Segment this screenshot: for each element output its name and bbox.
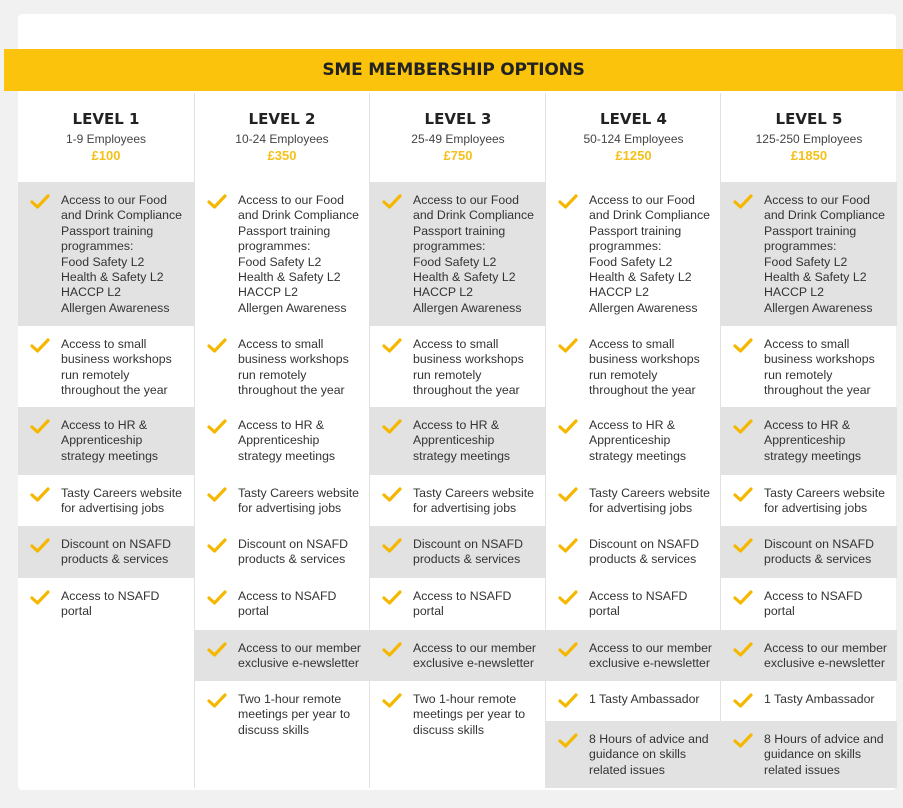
checkmark-icon (207, 194, 227, 210)
feature-line: throughout the year (764, 383, 871, 398)
feature-line: run remotely (413, 367, 482, 382)
checkmark-icon (382, 194, 402, 210)
feature-row (546, 475, 721, 526)
feature-row (18, 578, 194, 630)
level-price: £350 (267, 148, 297, 163)
feature-line: Apprenticeship (238, 433, 320, 448)
feature-line: run remotely (589, 367, 658, 382)
feature-row (546, 407, 721, 475)
feature-line: Access to our member (238, 641, 362, 655)
feature-line: and Drink Compliance (61, 208, 182, 223)
feature-text (589, 589, 717, 620)
level-column-5 (721, 93, 897, 777)
feature-line: Tasty Careers website (589, 486, 710, 500)
feature-line: products & services (238, 552, 346, 567)
feature-line: products & services (764, 552, 872, 567)
feature-text (764, 641, 892, 672)
feature-line: Access to small (238, 337, 324, 351)
feature-line: Access to small (61, 337, 147, 351)
feature-row (18, 326, 194, 407)
feature-line: Apprenticeship (413, 433, 495, 448)
feature-text (589, 486, 717, 517)
employee-range: 1-9 Employees (65, 132, 147, 146)
feature-line: Discount on NSAFD (61, 537, 172, 551)
feature-row (370, 630, 546, 681)
feature-line: Health & Safety L2 (764, 270, 867, 285)
checkmark-icon (30, 194, 50, 210)
feature-row (370, 407, 546, 475)
checkmark-icon (382, 419, 402, 435)
feature-line: for advertising jobs (764, 501, 868, 516)
feature-text (413, 589, 541, 620)
feature-line: HACCP L2 (589, 285, 649, 300)
feature-line: for advertising jobs (238, 501, 342, 516)
feature-line: Access to HR & (61, 418, 148, 432)
checkmark-icon (382, 538, 402, 554)
column-divider (194, 93, 195, 788)
feature-line: programmes: (764, 239, 837, 254)
feature-line: Access to HR & (589, 418, 676, 432)
level-column-1 (18, 93, 194, 619)
page-title: SME MEMBERSHIP OPTIONS (322, 60, 585, 80)
feature-line: discuss skills (413, 722, 485, 737)
feature-text (413, 418, 541, 464)
feature-line: for advertising jobs (589, 501, 693, 516)
feature-text (764, 193, 892, 316)
checkmark-icon (733, 733, 753, 749)
level-header (195, 93, 369, 182)
feature-row (195, 578, 369, 630)
feature-text (61, 537, 189, 568)
feature-row (721, 475, 897, 526)
level-price: £1850 (790, 148, 828, 163)
checkmark-icon (30, 419, 50, 435)
feature-line: Food Safety L2 (764, 254, 848, 269)
level-price: £750 (443, 148, 473, 163)
feature-line: 8 Hours of advice and (589, 732, 709, 746)
checkmark-icon (558, 590, 578, 606)
feature-row (721, 326, 897, 407)
feature-line: Access to NSAFD (413, 589, 512, 603)
feature-line: business workshops (61, 352, 172, 367)
checkmark-icon (558, 733, 578, 749)
feature-text (589, 193, 717, 316)
feature-line: programmes: (238, 239, 311, 254)
checkmark-icon (382, 642, 402, 658)
level-column-2 (195, 93, 369, 737)
feature-row (546, 721, 721, 788)
feature-row (195, 407, 369, 475)
feature-line: exclusive e-newsletter (238, 656, 359, 671)
level-column-3 (370, 93, 546, 737)
feature-line: Discount on NSAFD (764, 537, 875, 551)
feature-line: business workshops (764, 352, 875, 367)
feature-line: guidance on skills (764, 747, 862, 762)
feature-line: Access to small (413, 337, 499, 351)
feature-line: Apprenticeship (764, 433, 846, 448)
feature-row (721, 526, 897, 578)
feature-line: portal (238, 604, 269, 619)
checkmark-icon (733, 338, 753, 354)
feature-row (546, 326, 721, 407)
feature-line: Access to our Food (764, 193, 870, 207)
feature-line: Access to NSAFD (589, 589, 688, 603)
checkmark-icon (558, 419, 578, 435)
feature-line: portal (61, 604, 92, 619)
feature-line: Passport training (764, 223, 857, 238)
level-column-4 (546, 93, 721, 777)
feature-row (721, 182, 897, 326)
feature-text (413, 193, 541, 316)
feature-line: Passport training (589, 223, 682, 238)
feature-text (238, 589, 366, 620)
feature-line: for advertising jobs (413, 501, 517, 516)
feature-line: products & services (589, 552, 697, 567)
level-price: £100 (91, 148, 121, 163)
feature-row (546, 526, 721, 578)
feature-text (589, 537, 717, 568)
feature-row (195, 526, 369, 578)
feature-text (61, 193, 189, 316)
level-name: LEVEL 3 (424, 110, 492, 128)
feature-row (18, 475, 194, 526)
feature-text (413, 692, 541, 738)
feature-line: throughout the year (61, 383, 168, 398)
feature-text (413, 537, 541, 568)
checkmark-icon (207, 338, 227, 354)
feature-line: business workshops (589, 352, 700, 367)
feature-line: Access to NSAFD (238, 589, 337, 603)
feature-line: discuss skills (238, 722, 310, 737)
feature-line: exclusive e-newsletter (764, 656, 885, 671)
feature-line: Health & Safety L2 (238, 270, 341, 285)
feature-row (721, 630, 897, 681)
checkmark-icon (558, 487, 578, 503)
feature-line: business workshops (413, 352, 524, 367)
checkmark-icon (207, 642, 227, 658)
feature-line: strategy meetings (238, 448, 336, 463)
feature-line: Access to HR & (764, 418, 851, 432)
feature-text (238, 641, 366, 672)
feature-row (195, 182, 369, 326)
level-name: LEVEL 5 (775, 110, 843, 128)
feature-row (546, 578, 721, 630)
feature-row (195, 681, 369, 788)
checkmark-icon (382, 487, 402, 503)
feature-line: related issues (589, 762, 665, 777)
feature-row (370, 681, 546, 788)
feature-line: Access to HR & (238, 418, 325, 432)
feature-line: Passport training (413, 223, 506, 238)
feature-line: Access to HR & (413, 418, 500, 432)
feature-row (546, 681, 721, 721)
feature-line: Allergen Awareness (589, 300, 698, 315)
feature-line: exclusive e-newsletter (413, 656, 534, 671)
feature-line: Tasty Careers website (61, 486, 182, 500)
feature-line: 8 Hours of advice and (764, 732, 884, 746)
title-banner (4, 49, 903, 91)
feature-line: strategy meetings (413, 448, 511, 463)
checkmark-icon (733, 693, 753, 709)
feature-line: HACCP L2 (61, 285, 121, 300)
feature-row (721, 407, 897, 475)
feature-line: Food Safety L2 (61, 254, 145, 269)
feature-text (61, 418, 189, 464)
feature-line: run remotely (61, 367, 130, 382)
feature-line: Discount on NSAFD (413, 537, 524, 551)
checkmark-icon (733, 194, 753, 210)
level-name: LEVEL 2 (248, 110, 316, 128)
employee-range: 125-250 Employees (755, 132, 863, 146)
feature-row (546, 630, 721, 681)
feature-line: products & services (61, 552, 169, 567)
feature-row (721, 681, 897, 721)
feature-line: products & services (413, 552, 521, 567)
feature-row (18, 182, 194, 326)
feature-line: Allergen Awareness (413, 300, 522, 315)
feature-line: programmes: (61, 239, 134, 254)
checkmark-icon (558, 338, 578, 354)
feature-line: HACCP L2 (764, 285, 824, 300)
feature-line: strategy meetings (61, 448, 159, 463)
checkmark-icon (558, 194, 578, 210)
feature-line: business workshops (238, 352, 349, 367)
checkmark-icon (382, 693, 402, 709)
feature-line: and Drink Compliance (238, 208, 359, 223)
employee-range: 50-124 Employees (583, 132, 684, 146)
checkmark-icon (558, 642, 578, 658)
feature-line: portal (589, 604, 620, 619)
level-name: LEVEL 1 (72, 110, 140, 128)
level-name: LEVEL 4 (600, 110, 667, 128)
feature-text (61, 589, 189, 620)
feature-text (413, 486, 541, 517)
feature-row (18, 526, 194, 578)
checkmark-icon (733, 419, 753, 435)
feature-line: run remotely (238, 367, 307, 382)
feature-line: portal (413, 604, 444, 619)
feature-line: throughout the year (238, 383, 345, 398)
column-divider (369, 93, 370, 788)
feature-row (18, 407, 194, 475)
feature-line: Health & Safety L2 (589, 270, 692, 285)
level-header (546, 93, 721, 182)
feature-line: Access to our Food (589, 193, 695, 207)
feature-text (764, 589, 892, 620)
checkmark-icon (558, 538, 578, 554)
feature-line: related issues (764, 762, 840, 777)
feature-line: Discount on NSAFD (238, 537, 349, 551)
feature-line: 1 Tasty Ambassador (764, 692, 875, 706)
feature-line: Tasty Careers website (238, 486, 359, 500)
feature-text (61, 486, 189, 517)
feature-line: guidance on skills (589, 747, 687, 762)
column-divider (545, 93, 546, 788)
feature-line: Allergen Awareness (764, 300, 873, 315)
feature-line: Apprenticeship (61, 433, 143, 448)
feature-text (238, 486, 366, 517)
feature-line: Access to our Food (413, 193, 519, 207)
level-header (18, 93, 194, 182)
feature-line: meetings per year to (238, 707, 351, 722)
feature-line: Access to small (764, 337, 850, 351)
feature-line: strategy meetings (764, 448, 862, 463)
checkmark-icon (207, 487, 227, 503)
level-price: £1250 (615, 148, 652, 163)
feature-line: and Drink Compliance (413, 208, 534, 223)
feature-line: programmes: (589, 239, 662, 254)
feature-text (238, 418, 366, 464)
feature-row (195, 326, 369, 407)
feature-line: strategy meetings (589, 448, 687, 463)
feature-text (238, 337, 366, 399)
checkmark-icon (207, 693, 227, 709)
feature-line: Food Safety L2 (589, 254, 673, 269)
feature-line: Access to our member (589, 641, 713, 655)
feature-line: Access to NSAFD (61, 589, 160, 603)
checkmark-icon (733, 590, 753, 606)
feature-line: Access to NSAFD (764, 589, 863, 603)
feature-text (764, 692, 892, 707)
feature-line: programmes: (413, 239, 486, 254)
feature-line: Food Safety L2 (413, 254, 497, 269)
employee-range: 25-49 Employees (411, 132, 505, 146)
checkmark-icon (207, 419, 227, 435)
checkmark-icon (30, 590, 50, 606)
feature-line: Discount on NSAFD (589, 537, 700, 551)
feature-line: Tasty Careers website (413, 486, 534, 500)
feature-row (721, 721, 897, 788)
checkmark-icon (30, 338, 50, 354)
feature-line: run remotely (764, 367, 833, 382)
feature-text (61, 337, 189, 399)
checkmark-icon (30, 487, 50, 503)
feature-text (413, 337, 541, 399)
feature-text (764, 732, 892, 778)
feature-row (195, 630, 369, 681)
feature-text (589, 641, 717, 672)
feature-row (370, 326, 546, 407)
feature-row (721, 578, 897, 630)
feature-text (764, 537, 892, 568)
checkmark-icon (207, 590, 227, 606)
feature-text (238, 537, 366, 568)
feature-line: Access to our Food (238, 193, 344, 207)
feature-line: and Drink Compliance (764, 208, 885, 223)
feature-text (764, 486, 892, 517)
feature-line: Access to small (589, 337, 675, 351)
feature-row (370, 526, 546, 578)
checkmark-icon (733, 642, 753, 658)
employee-range: 10-24 Employees (235, 132, 329, 146)
feature-line: HACCP L2 (413, 285, 473, 300)
feature-text (413, 641, 541, 672)
feature-text (764, 418, 892, 464)
feature-row (370, 182, 546, 326)
feature-line: Health & Safety L2 (61, 270, 164, 285)
feature-line: portal (764, 604, 795, 619)
feature-text (238, 193, 366, 316)
feature-line: Apprenticeship (589, 433, 671, 448)
feature-line: Passport training (61, 223, 154, 238)
level-header (370, 93, 546, 182)
feature-line: Access to our member (413, 641, 537, 655)
column-divider (720, 93, 721, 788)
feature-line: Allergen Awareness (238, 300, 347, 315)
checkmark-icon (382, 338, 402, 354)
feature-line: HACCP L2 (238, 285, 298, 300)
feature-line: Passport training (238, 223, 331, 238)
feature-line: for advertising jobs (61, 501, 165, 516)
feature-text (589, 732, 717, 778)
feature-line: Two 1-hour remote (413, 692, 517, 706)
feature-line: Access to our Food (61, 193, 167, 207)
feature-row (370, 475, 546, 526)
feature-text (589, 692, 717, 707)
feature-line: Two 1-hour remote (238, 692, 342, 706)
checkmark-icon (207, 538, 227, 554)
checkmark-icon (558, 693, 578, 709)
feature-line: exclusive e-newsletter (589, 656, 710, 671)
feature-text (238, 692, 366, 738)
checkmark-icon (733, 487, 753, 503)
feature-line: Allergen Awareness (61, 300, 170, 315)
checkmark-icon (30, 538, 50, 554)
feature-text (764, 337, 892, 399)
feature-text (589, 418, 717, 464)
feature-row (370, 578, 546, 630)
feature-line: throughout the year (589, 383, 696, 398)
feature-line: 1 Tasty Ambassador (589, 692, 700, 706)
feature-text (589, 337, 717, 399)
feature-line: Tasty Careers website (764, 486, 885, 500)
feature-line: and Drink Compliance (589, 208, 710, 223)
feature-row (546, 182, 721, 326)
checkmark-icon (382, 590, 402, 606)
feature-row (195, 475, 369, 526)
level-header (721, 93, 897, 182)
feature-line: meetings per year to (413, 707, 526, 722)
feature-line: Health & Safety L2 (413, 270, 516, 285)
feature-line: Access to our member (764, 641, 888, 655)
checkmark-icon (733, 538, 753, 554)
feature-line: throughout the year (413, 383, 520, 398)
feature-line: Food Safety L2 (238, 254, 322, 269)
